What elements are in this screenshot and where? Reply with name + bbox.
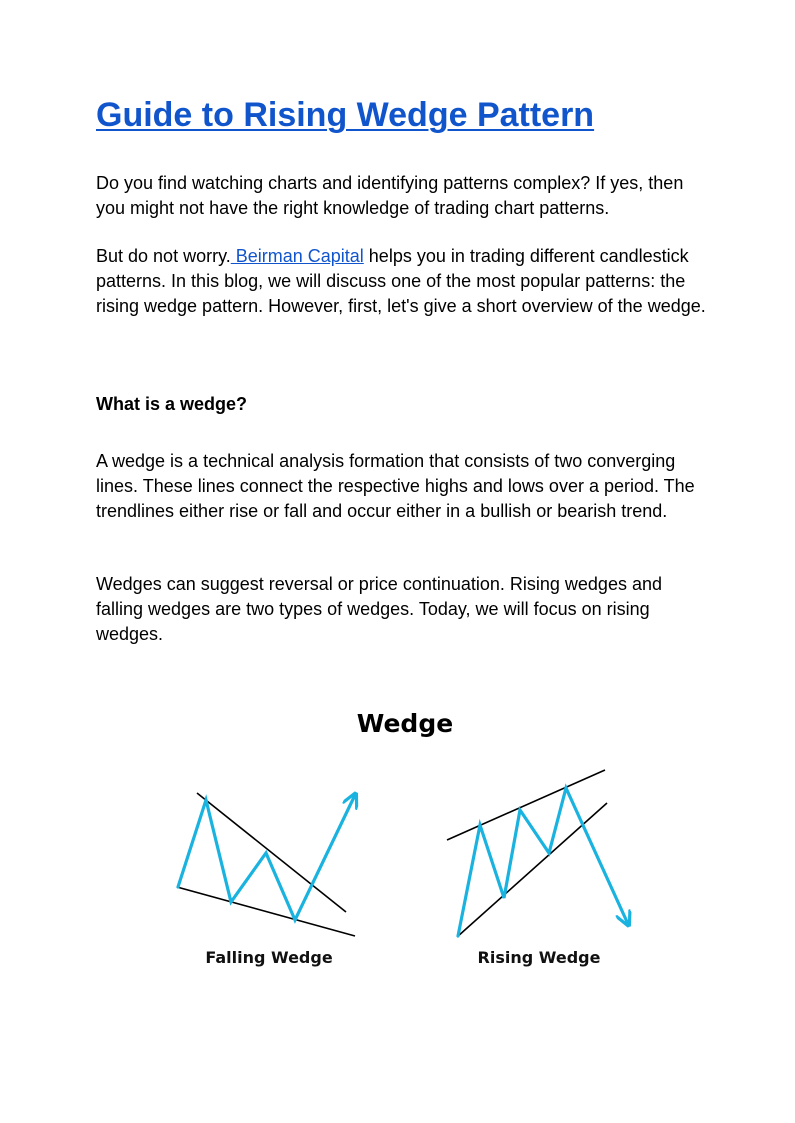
rising-wedge-diagram: [447, 770, 628, 967]
title-link[interactable]: Guide to Rising Wedge Pattern: [96, 96, 595, 134]
falling-wedge-price-line: [178, 795, 355, 920]
section-heading: What is a wedge?: [96, 394, 248, 414]
rising-wedge-upper-trendline: [447, 770, 605, 840]
section-paragraph-2: Wedges can suggest reversal or price continuation. Rising wedges and falling wedges are two types of wedges. Today, we will focus on rising wedges.: [96, 574, 662, 644]
page-title: [96, 93, 594, 137]
beirman-capital-link[interactable]: Beirman Capital: [230, 246, 364, 266]
section-paragraph-1: A wedge is a technical analysis formation that consists of two converging lines. These lines connect the respective highs and lows over a period. The trendlines either rise or fall and occur either in a bullish or bearish trend.: [96, 451, 695, 521]
figure-title: Wedge: [356, 709, 454, 738]
intro-text-after-link: helps you in trading different candlestick patterns. In this blog, we will discuss one of the most popular patterns: the rising wedge pattern. However, first, let's give a short overview of the wedge.: [96, 246, 706, 316]
wedge-illustration: [160, 690, 640, 990]
rising-wedge-caption: Rising Wedge: [477, 948, 601, 967]
wedge-diagram-svg: [160, 690, 640, 990]
intro-text-before-link: But do not worry.: [96, 246, 231, 266]
falling-wedge-caption: Falling Wedge: [205, 948, 333, 967]
falling-wedge-diagram: [177, 793, 355, 967]
falling-wedge-lower-trendline: [177, 887, 355, 936]
intro-paragraph-2: [96, 244, 706, 318]
intro-paragraph-1: Do you find watching charts and identifying patterns complex? If yes, then you might not have the right knowledge of trading chart patterns.: [96, 173, 684, 218]
